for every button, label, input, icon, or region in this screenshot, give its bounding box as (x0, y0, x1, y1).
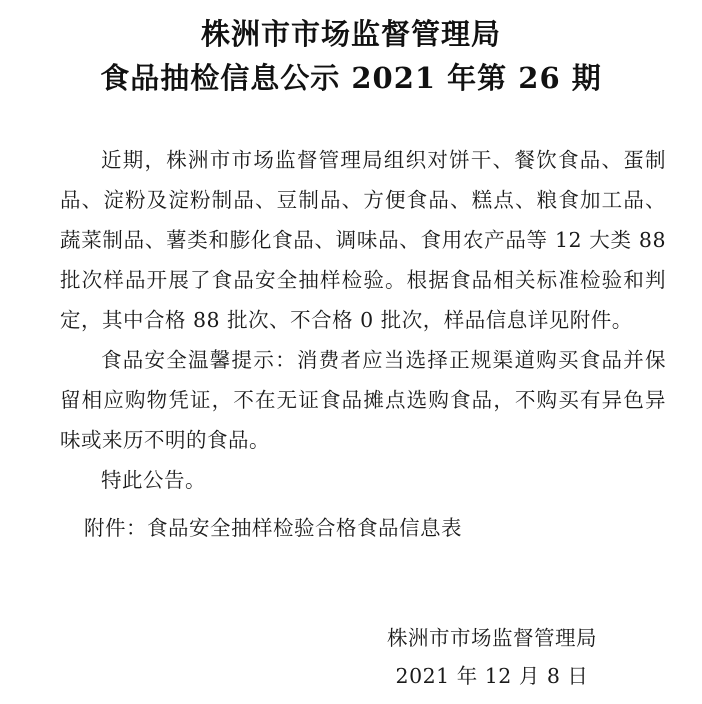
body-paragraph-2: 食品安全温馨提示：消费者应当选择正规渠道购买食品并保留相应购物凭证，不在无证食品摊点选购食品，不购买有异色异味或来历不明的食品。 (60, 348, 666, 452)
document-title-line1: 株洲市市场监督管理局 (200, 17, 501, 51)
attachment-note: 附件：食品安全抽样检验合格食品信息表 (84, 516, 462, 540)
document-body (60, 140, 666, 500)
signature-org: 株洲市市场监督管理局 (387, 626, 597, 650)
document-title-line2: 食品抽检信息公示 2021 年第 26 期 (100, 61, 602, 95)
signature-date: 2021 年 12 月 8 日 (395, 664, 589, 688)
body-paragraph-3: 特此公告。 (101, 468, 206, 492)
body-paragraph-1: 近期，株洲市市场监督管理局组织对饼干、餐饮食品、蛋制品、淀粉及淀粉制品、豆制品、方便食品、糕点、粮食加工品、蔬菜制品、薯类和膨化食品、调味品、食用农产品等 12 大类 88 批次样品开展了食品安全抽样检验。根据食品相关标准检验和判定，其中合格 88 批次、不合格 0 批次，样品信息详见附件。 (60, 148, 666, 332)
